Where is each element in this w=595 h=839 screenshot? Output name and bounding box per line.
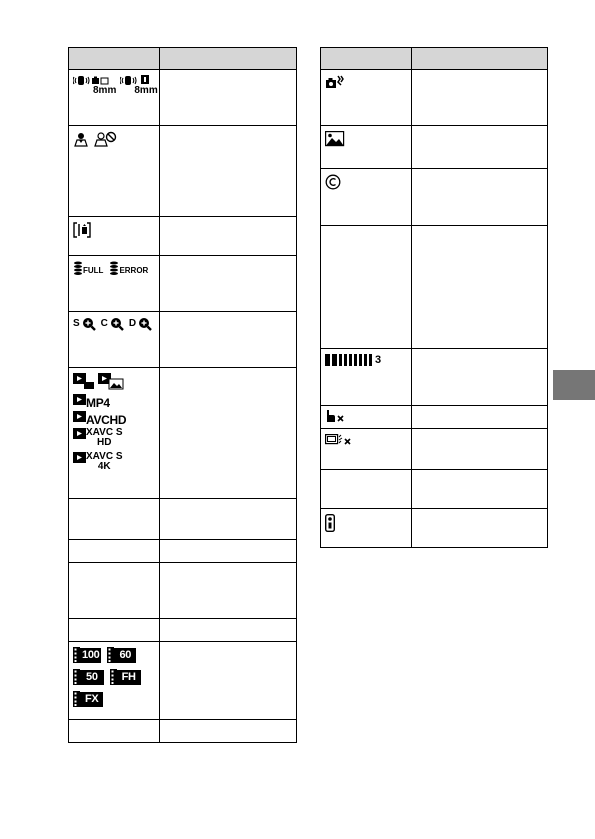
empty-description xyxy=(160,720,297,743)
table-row xyxy=(321,226,548,349)
zoom-smart-icon xyxy=(82,317,96,331)
steadyshot-focal-label: 8mm xyxy=(93,85,117,96)
camera-shake-description xyxy=(412,70,548,126)
table-row xyxy=(321,349,548,406)
copyright-description xyxy=(412,169,548,226)
xavcs-4k-format-icon xyxy=(73,452,155,472)
playback-3d-icon xyxy=(73,373,95,390)
table-row xyxy=(69,642,297,720)
steadyshot-icon-cell xyxy=(69,70,160,126)
hd-label: HD xyxy=(97,437,112,448)
copyright-icon-cell xyxy=(321,169,412,226)
avchd-format-icon xyxy=(73,411,155,426)
zoom-description xyxy=(160,312,297,368)
empty-description xyxy=(412,226,548,349)
picture-icon xyxy=(325,131,345,147)
memory-icon-cell xyxy=(69,256,160,312)
table-row xyxy=(321,470,548,509)
memory-full-icon xyxy=(73,261,103,275)
portrait-frame-icon xyxy=(73,222,91,238)
zoom-smart-label: S xyxy=(73,318,80,329)
screen-disabled-description xyxy=(412,429,548,470)
empty-description xyxy=(160,499,297,540)
left-table xyxy=(68,47,297,743)
xavcs-hd-format-icon xyxy=(73,428,155,448)
zoom-clear-icon xyxy=(110,317,124,331)
level-indicator-value: 3 xyxy=(375,353,382,366)
framerate-60-label: 60 xyxy=(114,648,136,663)
section-tab-marker xyxy=(553,370,595,400)
bracket-description xyxy=(160,217,297,256)
empty-icon-cell xyxy=(69,540,160,563)
steadyshot-movie-focal-label: 8mm xyxy=(134,85,158,96)
face-description xyxy=(160,126,297,217)
right-table xyxy=(320,47,548,548)
camera-shake-icon-cell xyxy=(321,70,412,126)
empty-icon-cell xyxy=(69,563,160,619)
memory-error-icon xyxy=(109,261,148,275)
4k-label: 4K xyxy=(97,461,111,472)
table-row xyxy=(69,70,297,126)
framerate-fx-icon xyxy=(73,691,155,707)
mp4-format-icon xyxy=(73,394,155,409)
table-row xyxy=(321,509,548,548)
face-cancel-icon xyxy=(93,131,117,147)
table-row xyxy=(69,126,297,217)
mp4-label: MP4 xyxy=(86,396,110,410)
table-row xyxy=(321,406,548,429)
framerate-100-icon xyxy=(73,647,101,663)
steadyshot-description xyxy=(160,70,297,126)
empty-icon-cell xyxy=(69,499,160,540)
left-header-col-icon xyxy=(69,48,160,70)
empty-description xyxy=(412,470,548,509)
right-table-header xyxy=(321,48,548,70)
table-row xyxy=(321,429,548,470)
framerate-100-label: 100 xyxy=(82,648,100,661)
screen-disabled-icon xyxy=(325,434,353,448)
steadyshot-8mm-icon xyxy=(73,75,116,96)
empty-icon-cell xyxy=(321,470,412,509)
table-row xyxy=(321,126,548,169)
empty-icon-cell xyxy=(69,720,160,743)
face-icon-cell xyxy=(69,126,160,217)
copyright-icon xyxy=(325,174,341,190)
memory-full-label: FULL xyxy=(83,266,104,275)
touch-disabled-icon-cell xyxy=(321,406,412,429)
zoom-digital-label: D xyxy=(128,318,137,329)
table-row xyxy=(69,720,297,743)
frame-rate-description xyxy=(160,642,297,720)
table-row xyxy=(321,70,548,126)
framerate-50-label: 50 xyxy=(80,670,104,685)
table-row xyxy=(69,619,297,642)
xavcs-hd-label: XAVC S xyxy=(86,427,123,438)
table-row xyxy=(69,368,297,499)
face-registered-icon xyxy=(73,131,89,147)
zoom-digital-icon xyxy=(138,317,152,331)
view-mode-description xyxy=(160,368,297,499)
remote-icon-cell xyxy=(321,509,412,548)
bracket-icon-cell xyxy=(69,217,160,256)
framerate-50-icon xyxy=(73,669,104,685)
empty-description xyxy=(160,540,297,563)
view-mode-icon-cell xyxy=(69,368,160,499)
memory-error-label: ERROR xyxy=(119,266,149,275)
right-header-col-meaning xyxy=(412,48,548,70)
camera-shake-warning-icon xyxy=(325,75,345,91)
level-indicator-icon-cell xyxy=(321,349,412,406)
empty-icon-cell xyxy=(321,226,412,349)
left-header-col-meaning xyxy=(160,48,297,70)
empty-icon-cell xyxy=(69,619,160,642)
framerate-fx-label: FX xyxy=(80,692,103,707)
zoom-clear-label: C xyxy=(100,318,108,329)
level-indicator-description xyxy=(412,349,548,406)
level-indicator-icon xyxy=(325,354,407,366)
screen-disabled-icon-cell xyxy=(321,429,412,470)
table-row xyxy=(69,256,297,312)
framerate-60-icon xyxy=(107,647,136,663)
empty-description xyxy=(160,619,297,642)
touch-disabled-icon xyxy=(325,409,345,423)
xavcs-4k-label: XAVC S xyxy=(86,451,123,462)
table-row xyxy=(69,499,297,540)
touch-disabled-description xyxy=(412,406,548,429)
remote-control-icon xyxy=(325,514,335,532)
zoom-icon-cell xyxy=(69,312,160,368)
empty-description xyxy=(160,563,297,619)
playback-photo-icon xyxy=(98,373,124,390)
table-row xyxy=(69,312,297,368)
table-row xyxy=(69,217,297,256)
framerate-fh-icon xyxy=(110,669,141,685)
table-row xyxy=(321,169,548,226)
remote-description xyxy=(412,509,548,548)
avchd-label: AVCHD xyxy=(86,413,127,427)
steadyshot-movie-8mm-icon xyxy=(120,75,157,96)
table-row xyxy=(69,540,297,563)
framerate-fh-label: FH xyxy=(117,670,141,685)
memory-description xyxy=(160,256,297,312)
frame-rate-icon-cell xyxy=(69,642,160,720)
picture-icon-cell xyxy=(321,126,412,169)
left-table-header xyxy=(69,48,297,70)
right-header-col-icon xyxy=(321,48,412,70)
picture-description xyxy=(412,126,548,169)
table-row xyxy=(69,563,297,619)
